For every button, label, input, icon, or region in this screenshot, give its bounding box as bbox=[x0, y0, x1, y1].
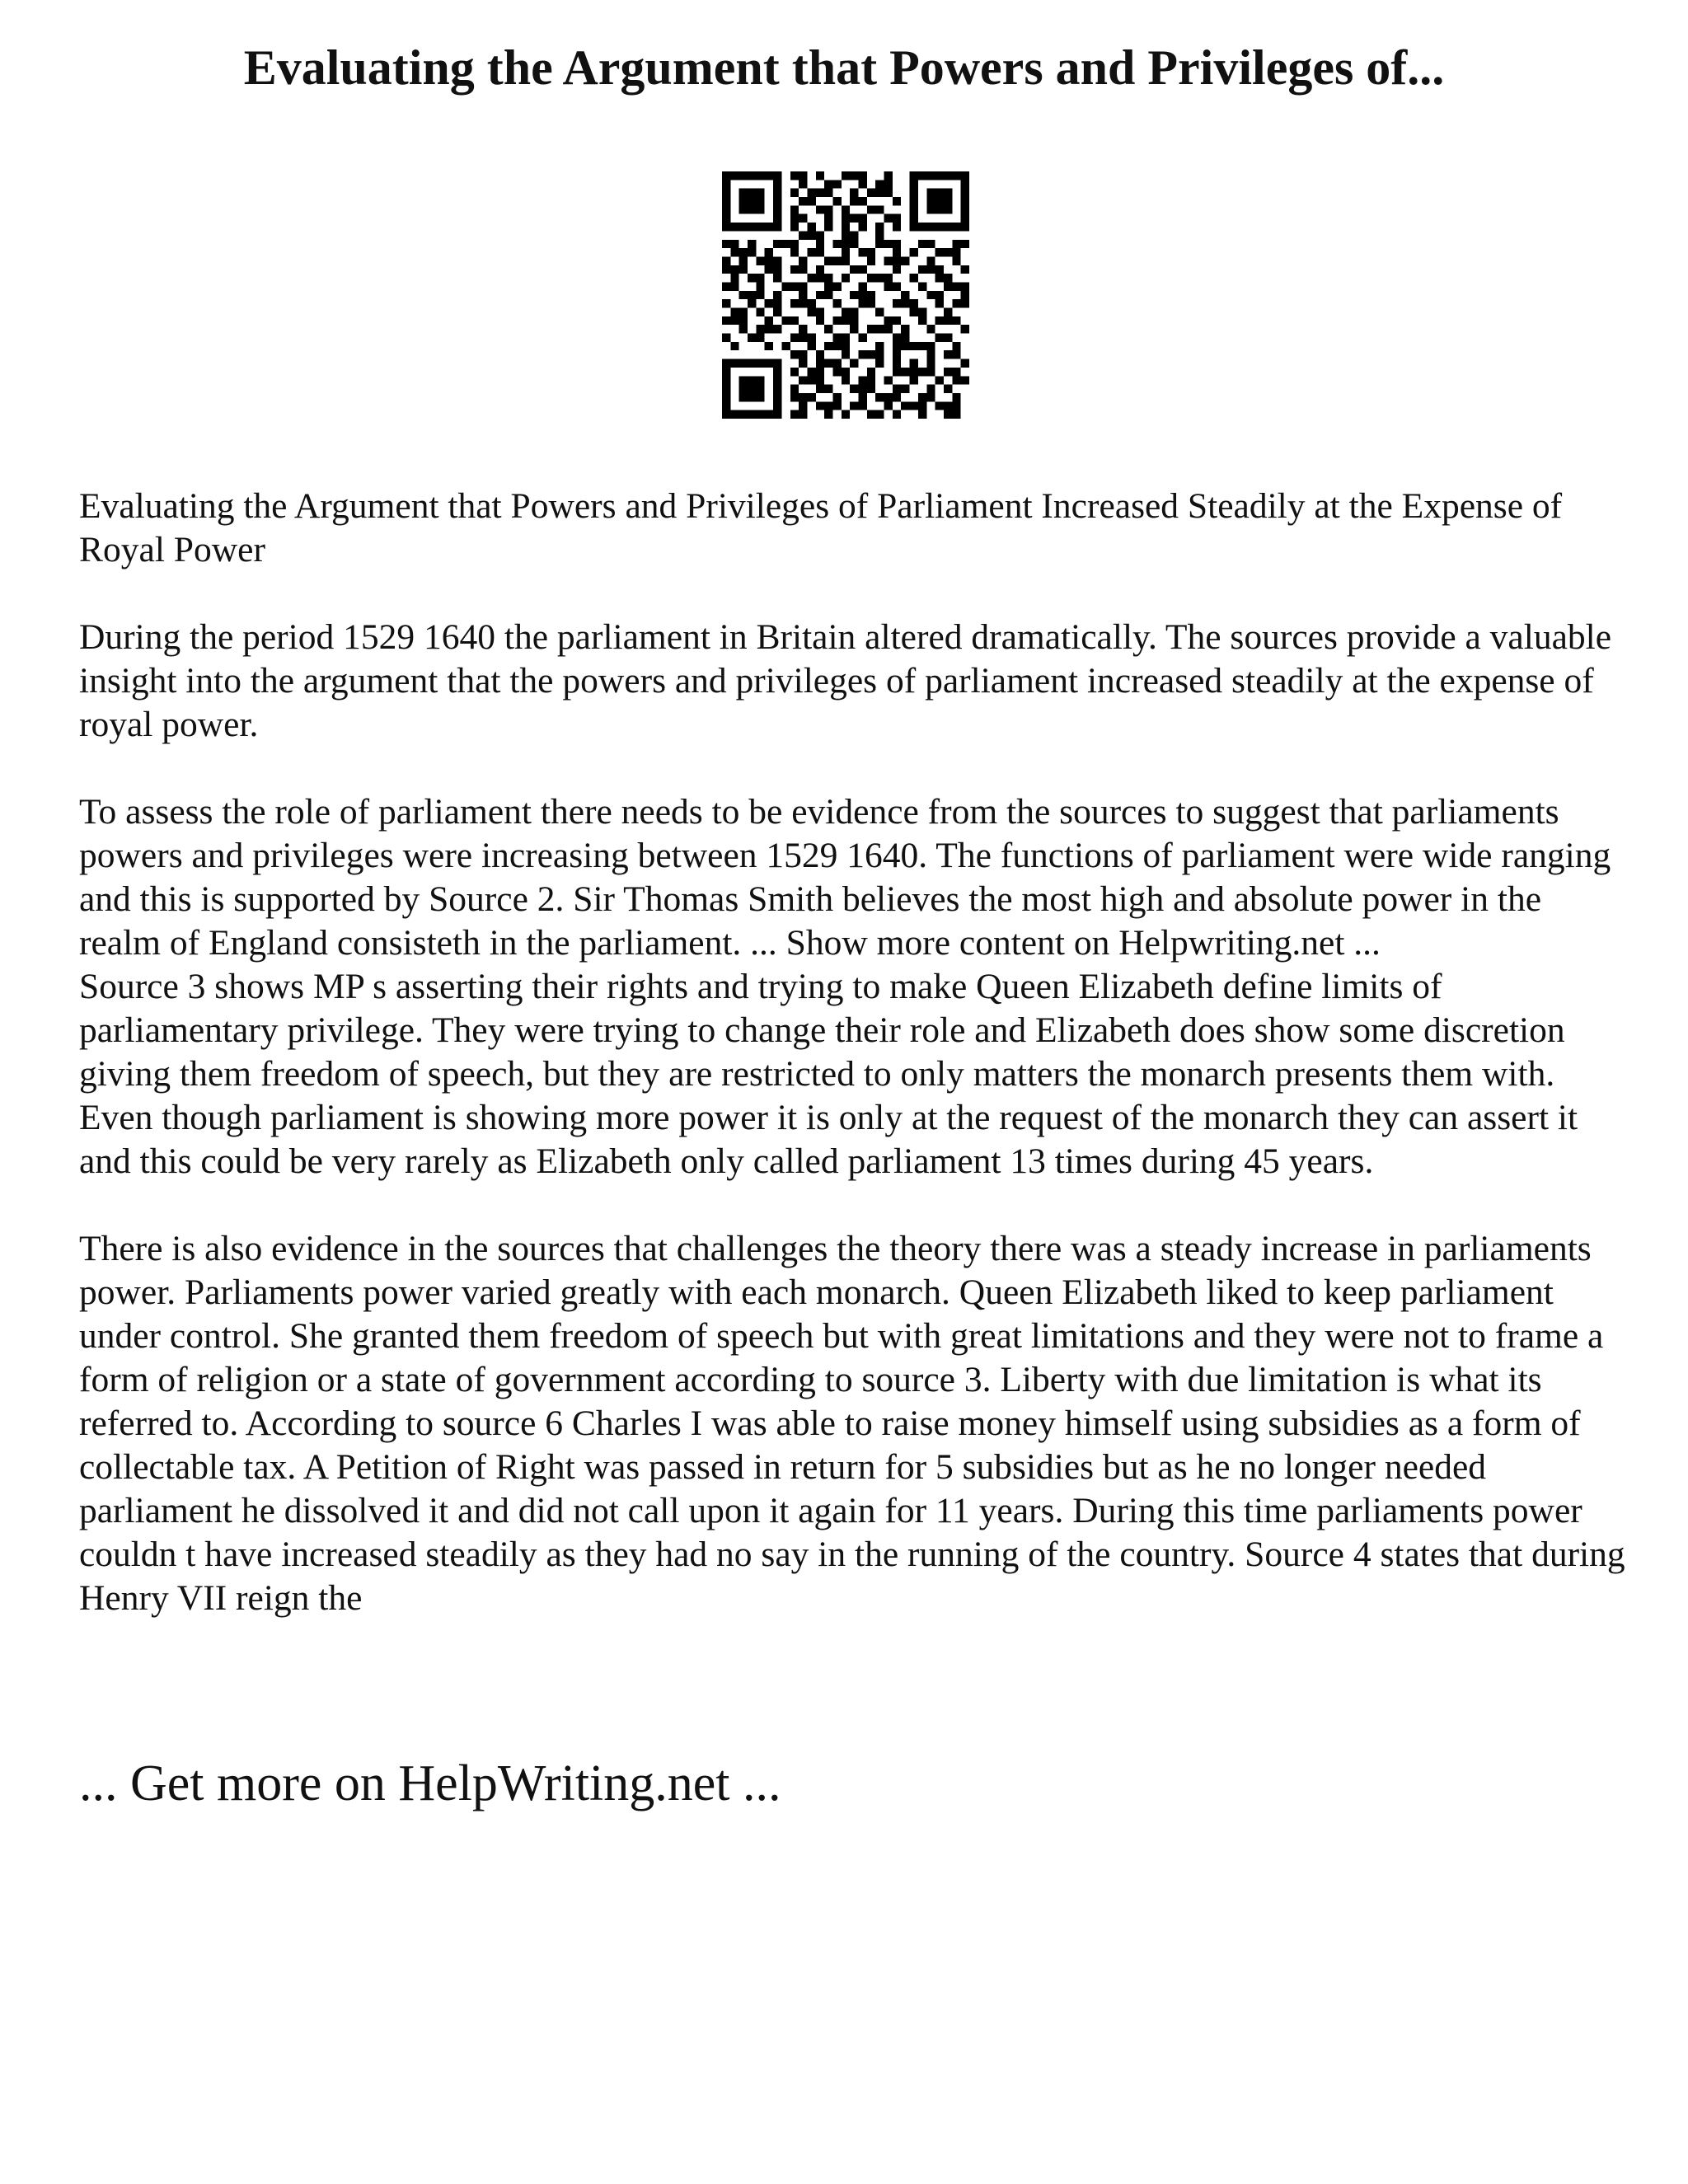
page-title: Evaluating the Argument that Powers and Privileges of... bbox=[243, 40, 1445, 95]
paragraph-challenges: There is also evidence in the sources that challenges the theory there was a steady increase in parliaments power. Parliaments power varied greatly with each monarch. Queen Elizabeth liked to keep parliament under control. She granted them freedom of speech but with great limitations and they were not to frame a form of religion or a state of government according to source 3. Liberty with due limitation is what its referred to. According to source 6 Charles I was able to raise money himself using subsidies as a form of collectable tax. A Petition of Right was passed in return for 5 subsidies but as he no longer needed parliament he dissolved it and did not call upon it again for 11 years. During this time parliaments power couldn t have increased steadily as they had no say in the running of the country. Source 4 states that during Henry VII reign the bbox=[79, 1229, 1625, 1618]
paragraph-role-of-parliament: To assess the role of parliament there needs to be evidence from the sources to suggest that parliaments powers and privileges were increasing between 1529 1640. The functions of parliament were wide ranging and this is supported by Source 2. Sir Thomas Smith believes the most high and absolute power in the realm of England consisteth in the parliament. ... Show more content on Helpwriting.net ... bbox=[79, 792, 1611, 963]
qr-code-icon bbox=[722, 171, 969, 419]
article-heading-paragraph: Evaluating the Argument that Powers and Privileges of Parliament Increased Steadily at the Expense of Royal Power bbox=[79, 486, 1563, 569]
article-body bbox=[79, 485, 1629, 1664]
paragraph-source-3: Source 3 shows MP s asserting their rights and trying to make Queen Elizabeth define limits of parliamentary privilege. They were trying to change their role and Elizabeth does show some discretion giving them freedom of speech, but they are restricted to only matters the monarch presents them with. Even though parliament is showing more power it is only at the request of the monarch they can assert it and this could be very rarely as Elizabeth only called parliament 13 times during 45 years. bbox=[79, 967, 1578, 1181]
paragraph-intro: During the period 1529 1640 the parliament in Britain altered dramatically. The sources provide a valuable insight into the argument that the powers and privileges of parliament increased steadily at the expense of royal power. bbox=[79, 617, 1612, 744]
get-more-link[interactable]: ... Get more on HelpWriting.net ... bbox=[79, 1755, 781, 1811]
